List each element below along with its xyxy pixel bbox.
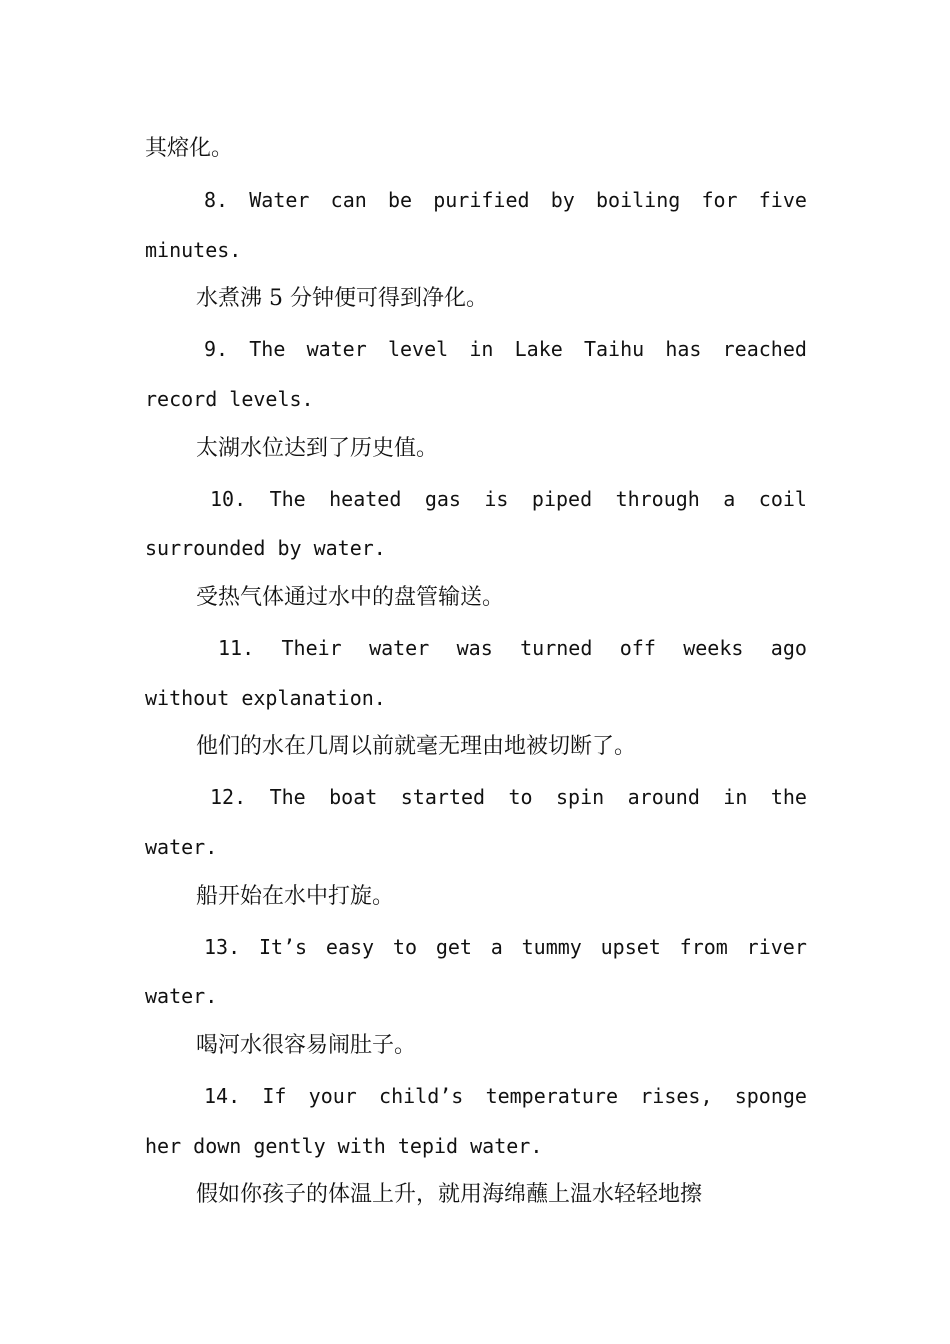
word: upset	[600, 935, 661, 959]
word: child’s	[379, 1084, 464, 1108]
word: sponge	[734, 1084, 807, 1108]
word: for	[701, 188, 738, 212]
word: Taihu	[583, 337, 645, 361]
translation-line: 假如你孩子的体温上升，就用海绵蘸上温水轻轻地擦	[196, 1182, 703, 1207]
word: 11.	[218, 636, 255, 660]
text-line-sentence-12	[210, 777, 807, 817]
word: The	[249, 337, 286, 361]
word: your	[308, 1084, 357, 1108]
translation-line: 受热气体通过水中的盘管输送。	[196, 585, 505, 610]
text-line: 其熔化。	[145, 136, 234, 161]
word: was	[456, 636, 493, 660]
word: to	[392, 935, 417, 959]
word: boat	[329, 785, 378, 809]
word: easy	[325, 935, 375, 959]
word: water	[369, 636, 430, 660]
word: 13.	[204, 935, 241, 959]
text-line: water.	[145, 835, 218, 859]
word: turned	[520, 636, 593, 660]
text-line: surrounded by water.	[145, 536, 386, 560]
word: The	[269, 487, 306, 511]
word: heated	[329, 487, 402, 511]
word: It’s	[258, 935, 308, 959]
word: by	[550, 188, 575, 212]
word: started	[400, 785, 486, 809]
text-line: without explanation.	[145, 686, 386, 710]
word: be	[387, 188, 413, 212]
word: has	[665, 337, 702, 361]
word: from	[679, 935, 728, 959]
word: ago	[770, 636, 807, 660]
word: in	[469, 337, 494, 361]
word: rises,	[640, 1084, 713, 1108]
word: weeks	[683, 636, 744, 660]
translation-line: 太湖水位达到了历史值。	[196, 436, 439, 461]
text-line: minutes.	[145, 238, 242, 262]
word: coil	[758, 487, 807, 511]
word: five	[758, 188, 807, 212]
translation-line: 喝河水很容易闹肚子。	[196, 1033, 417, 1058]
word: can	[330, 188, 367, 212]
word: through	[615, 487, 700, 511]
word: gas	[424, 487, 461, 511]
word: spin	[556, 785, 605, 809]
word: Their	[281, 636, 342, 660]
word: tummy	[521, 935, 582, 959]
text-line-sentence-11	[218, 628, 807, 668]
word: around	[627, 785, 700, 809]
word: a	[490, 935, 503, 959]
word: water	[306, 337, 367, 361]
word: is	[484, 487, 509, 511]
word: get	[435, 935, 472, 959]
text-line: her down gently with tepid water.	[145, 1134, 543, 1158]
word: level	[387, 337, 449, 361]
word: piped	[531, 487, 593, 511]
word: river	[746, 935, 807, 959]
word: Lake	[514, 337, 563, 361]
text-line-sentence-14	[204, 1076, 807, 1116]
word: 8.	[204, 188, 229, 212]
translation-line: 他们的水在几周以前就毫无理由地被切断了。	[196, 734, 637, 759]
text-line-sentence-8	[204, 180, 807, 220]
word: Water	[249, 188, 310, 212]
word: off	[619, 636, 656, 660]
word: 9.	[204, 337, 229, 361]
word: 12.	[210, 785, 247, 809]
text-line-sentence-9	[204, 329, 807, 369]
text-line: record levels.	[145, 387, 314, 411]
word: to	[508, 785, 533, 809]
word: purified	[433, 188, 530, 212]
word: temperature	[485, 1084, 619, 1108]
word: If	[262, 1084, 287, 1108]
word: boiling	[595, 188, 681, 212]
word: reached	[722, 337, 807, 361]
word: in	[723, 785, 748, 809]
word: The	[269, 785, 306, 809]
word: 10.	[210, 487, 247, 511]
text-line-sentence-10	[210, 479, 807, 519]
text-line-sentence-13	[204, 927, 807, 967]
text-line: water.	[145, 984, 218, 1008]
word: a	[723, 487, 736, 511]
translation-line: 水煮沸 5 分钟便可得到净化。	[196, 286, 488, 311]
word: 14.	[204, 1084, 241, 1108]
word: the	[770, 785, 807, 809]
translation-line: 船开始在水中打旋。	[196, 884, 395, 909]
